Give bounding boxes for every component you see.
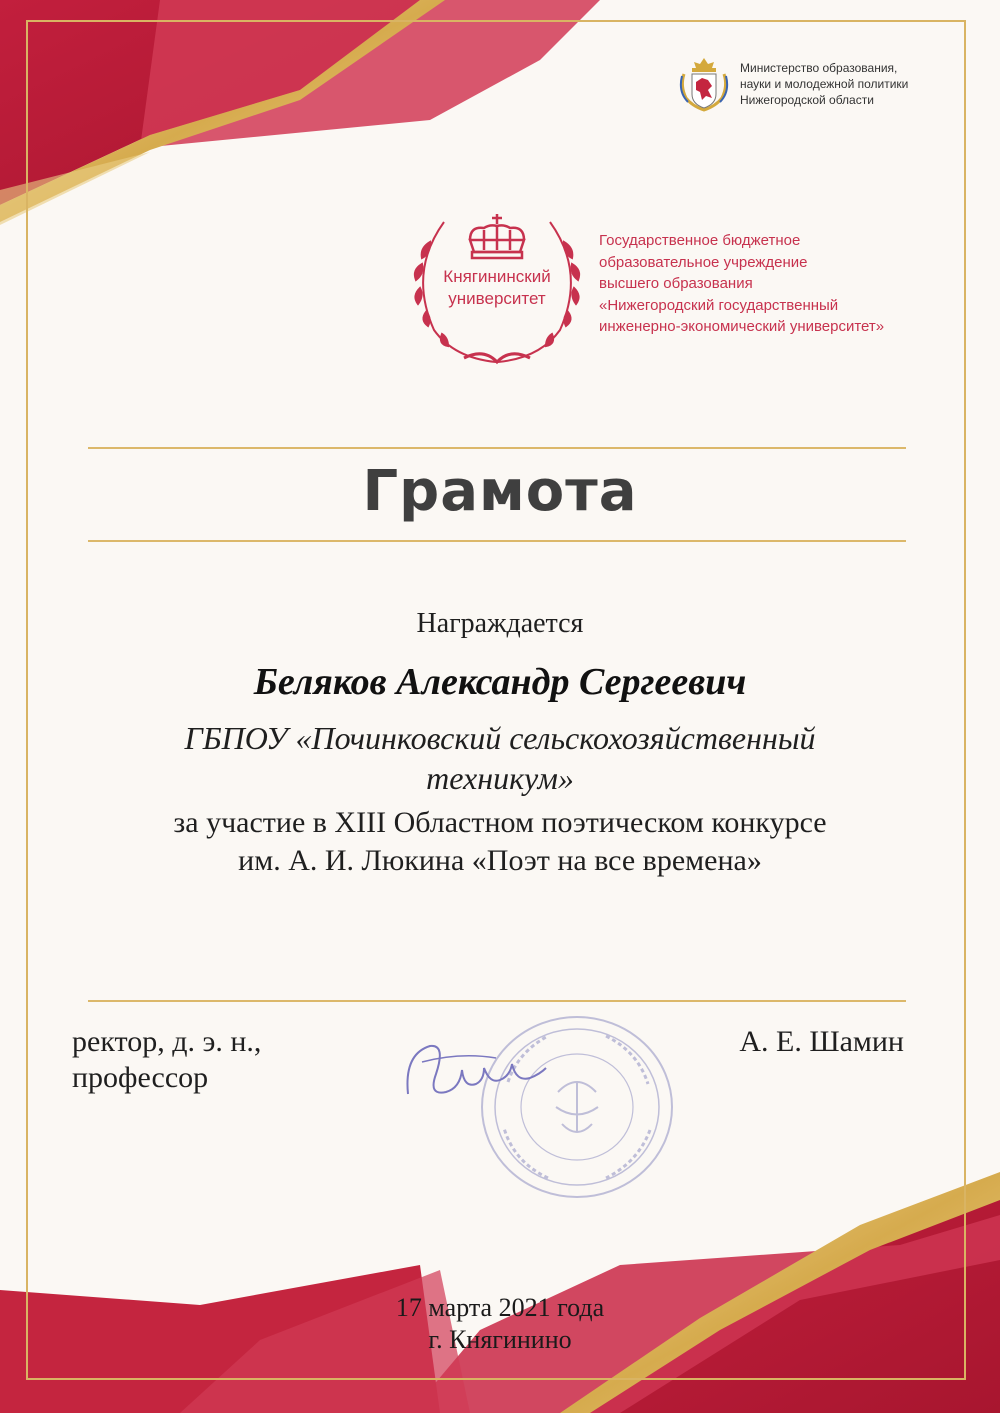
signer-position bbox=[72, 1024, 261, 1096]
title-bottom-rule bbox=[88, 540, 906, 542]
issue-date: 17 марта 2021 года bbox=[395, 1293, 605, 1322]
handwritten-signature bbox=[400, 1034, 550, 1112]
ministry-line: Нижегородской области bbox=[740, 93, 874, 107]
purpose-line: им. А. И. Люкина «Поэт на все времена» bbox=[238, 844, 762, 877]
crown-icon bbox=[470, 214, 524, 258]
university-emblem bbox=[404, 212, 590, 368]
university-name-line: «Нижегородский государственный bbox=[599, 296, 839, 314]
ministry-line: науки и молодежной политики bbox=[740, 77, 909, 91]
award-purpose bbox=[80, 804, 920, 880]
certificate-title: Грамота bbox=[362, 459, 638, 524]
ministry-header bbox=[678, 56, 908, 114]
issue-place: г. Княгинино bbox=[428, 1325, 572, 1354]
purpose-line: за участие в XIII Областном поэтическом конкурсе bbox=[173, 806, 827, 839]
nizhny-novgorod-crest-icon bbox=[678, 56, 730, 114]
ministry-line: Министерство образования, bbox=[740, 61, 898, 75]
awarded-label: Награждается bbox=[416, 608, 584, 639]
signature-rule bbox=[88, 1000, 906, 1002]
recipient-organization bbox=[100, 718, 900, 798]
organization-line: техникум» bbox=[426, 760, 574, 796]
university-name-line: Государственное бюджетное bbox=[599, 232, 801, 249]
organization-line: ГБПОУ «Починковский сельскохозяйственный bbox=[184, 720, 816, 756]
university-full-name bbox=[599, 230, 884, 338]
emblem-text-line: университет bbox=[448, 289, 546, 308]
position-line: ректор, д. э. н., bbox=[72, 1025, 262, 1058]
emblem-text-line: Княгининский bbox=[443, 267, 551, 286]
signer-name: А. Е. Шамин bbox=[739, 1025, 904, 1058]
issue-info bbox=[0, 1292, 1000, 1356]
university-name-line: высшего образования bbox=[599, 275, 753, 293]
position-line: профессор bbox=[72, 1061, 209, 1094]
recipient-name: Беляков Александр Сергеевич bbox=[253, 661, 747, 703]
title-top-rule bbox=[88, 447, 906, 449]
university-name-line: образовательное учреждение bbox=[599, 253, 808, 271]
university-name-line: инженерно-экономический университет» bbox=[599, 318, 885, 336]
